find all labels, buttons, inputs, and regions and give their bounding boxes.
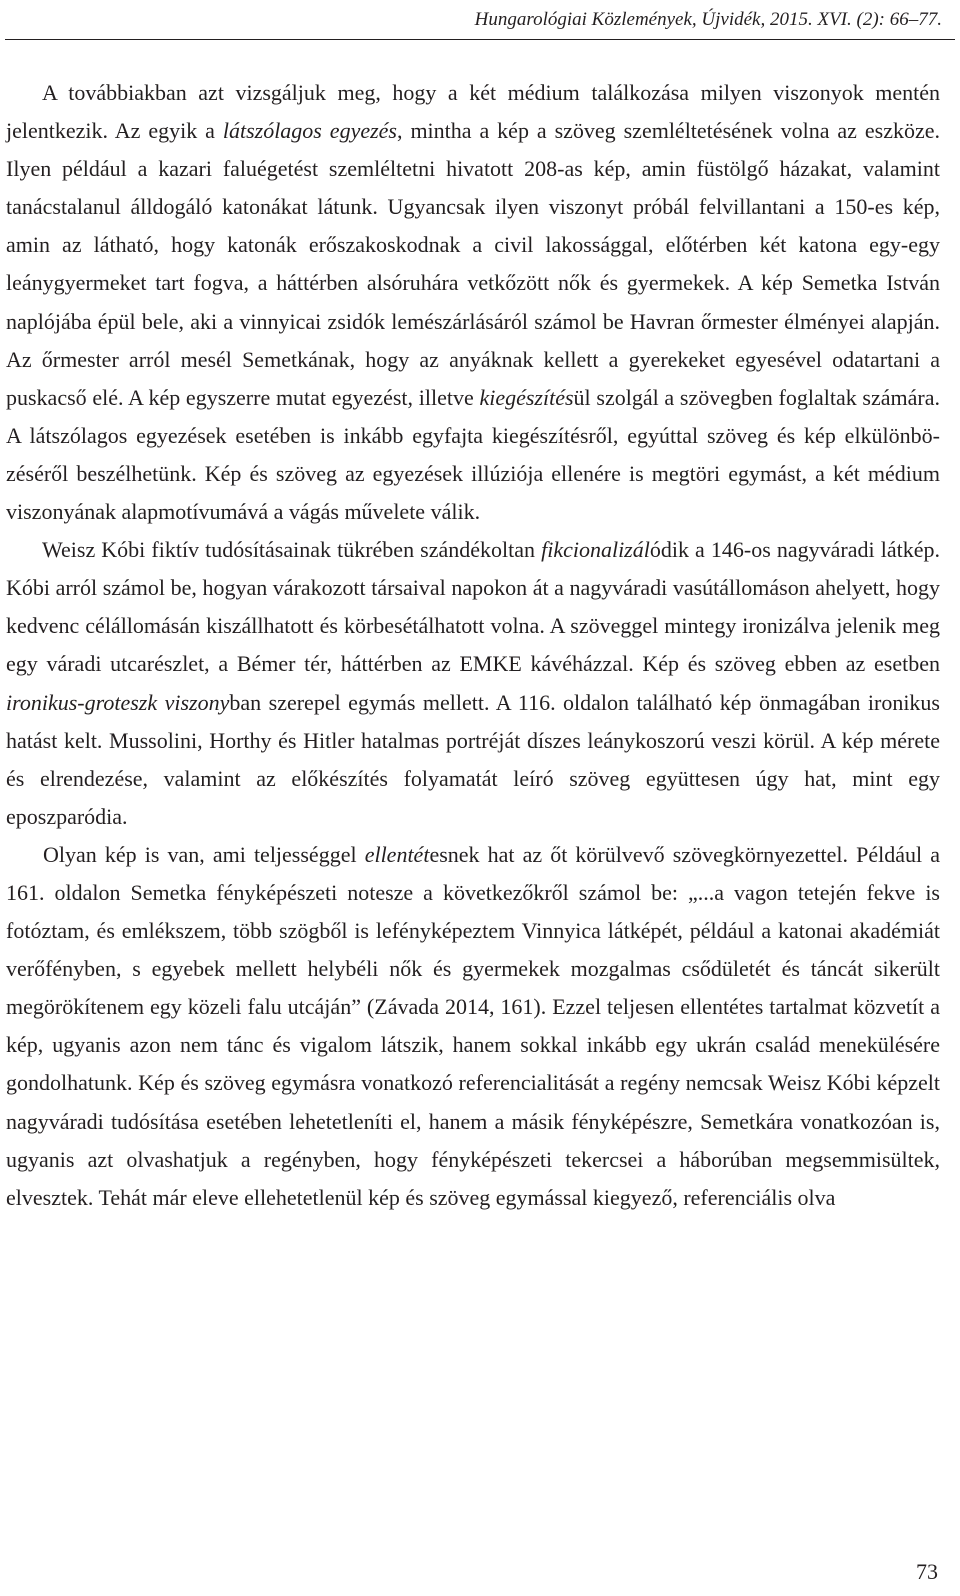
italic-term: fikcionalizál — [541, 537, 650, 563]
paragraph-1 — [6, 74, 940, 531]
page-number: 73 — [916, 1559, 938, 1584]
italic-term: ellentét — [364, 841, 430, 867]
running-header: Hungarológiai Közlemények, Újvidék, 2015. XVI. (2): 66–77. — [474, 9, 942, 30]
text-segment: ül szolgál a szövegben foglaltak számára. A látszólagos egyezések esetében is inkább egyfajta kiegészítésről, egyúttal szöveg és kép elkülönbözéséről beszélhetünk. Kép és szöveg az egyezések illúziója ellenére is megtöri egymást, a két médium viszonyának alapmotívumává a vágás művelete válik. — [6, 384, 940, 525]
text-segment: esnek hat az őt körülvevő szövegkörnyezettel. Például a 161. oldalon Semetka fényképészeti notesze a következőkről számol be: „...a vagon tetején fekve is fotóztam, és emlékszem, több szögből is lefényképeztem Vinnyica látképét, például a katonai akadémiát verőfényben, s egyebek mellett helybéli nők és gyermekek mozgalmas csődületét és táncát sikerült megörökítenem egy közeli falu utcáján” (Závada 2014, 161). Ezzel teljesen ellentétes tartalmat közvetít a kép, ugyanis azon nem tánc és vigalom látszik, hanem sokkal inkább egy ukrán család menekülésére gondolhatunk. Kép és szöveg egymásra vonatkozó referencialitását a regény nemcsak Weisz Kóbi képzelt nagyváradi tudósítása esetében lehetetleníti el, hanem a másik fényképészre, Semetkára vonatkozóan is, ugyanis azt olvashatjuk a regényben, hogy fényképészeti tekercsei a háborúban megsemmisültek, elvesztek. Tehát már eleve ellehetetlenül kép és szöveg egymással kiegyező, referenciális olva — [6, 841, 940, 1210]
text-segment: ban szerepel egymás mellett. A 116. oldalon található kép önmagában ironikus hatást kelt. Mussolini, Horthy és Hitler hatalmas portréját díszes leánykoszorú veszi körül. A kép mérete és elrendezése, valamint az előkészítés folyamatát leíró szöveg együttesen úgy hat, mint egy eposzparódia. — [6, 689, 940, 829]
text-segment: , mintha a kép a szöveg szemléltetésének volna az eszköze. Ilyen például a kazari faluégetést szemléltetni hivatott 208-as kép, amin füstölgő házakat, valamint tanácstalanul álldogáló katonákat látunk. Ugyancsak ilyen viszonyt próbál felvillantani a 150-es kép, amin az látható, hogy katonák erőszakoskodnak a civil lakossággal, előtérben két katona egy-egy leánygyermeket tart fogva, a háttérben alsóruhára vetkőzött nők és gyermekek. A kép Semetka István naplójába épül bele, aki a vinnyicai zsidók lemészárlásáról számol be Havran őrmester élményei alapján. Az őrmester arról mesél Semetkának, hogy az anyáknak kellett a gyerekeket egyesével odatartani a puskacső elé. A kép egyszerre mutat egyezést, illetve — [6, 118, 940, 410]
italic-term: kiegészítés — [479, 384, 574, 410]
text-segment: A továbbiakban azt vizsgáljuk meg, hogy a két médium találkozása milyen viszonyok mentén jelentkezik. Az egyik a — [6, 80, 940, 144]
paragraph-3 — [6, 836, 940, 1217]
italic-term: látszólagos egyezés — [222, 118, 397, 144]
text-segment: Olyan kép is van, ami teljességgel — [43, 841, 365, 867]
text-segment: Weisz Kóbi fiktív tudósításainak tükrében szándékoltan — [42, 537, 542, 563]
body-text — [6, 74, 940, 1217]
text-segment: ódik a 146-os nagyváradi látkép. Kóbi arról számol be, hogyan várakozott társaival napokon át a nagyváradi vasútállomáson ahelyett, hogy kedvenc célállomásán kiszállhatott és körbesétálhatott volna. A szöveggel mintegy ironizálva jelenik meg egy váradi utcarészlet, a Bémer tér, háttérben az EMKE kávéházzal. Kép és szöveg ebben az esetben — [6, 537, 940, 677]
italic-term: ironikus-groteszk viszony — [6, 689, 230, 715]
paragraph-2 — [6, 531, 940, 836]
header-rule — [5, 39, 955, 40]
